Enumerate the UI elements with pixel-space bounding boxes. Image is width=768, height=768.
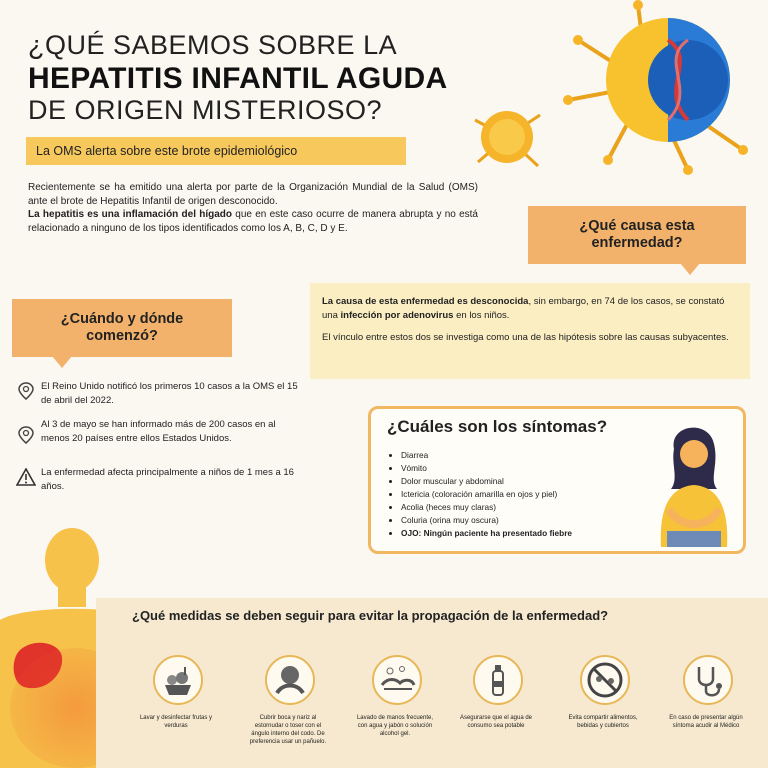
symptom-item: • Dolor muscular y abdominal (401, 475, 671, 488)
when-item-text: El Reino Unido notificó los primeros 10 casos a la OMS el 15 de abril del 2022. (41, 381, 298, 406)
location-pin-icon (18, 382, 34, 400)
title-line-3: DE ORIGEN MISTERIOSO? (28, 95, 383, 125)
symptoms-list (387, 449, 671, 540)
intro-text (28, 181, 478, 235)
cause-text-end: en los niños. (453, 310, 510, 321)
alert-banner-text: La OMS alerta sobre este brote epidemiológico (36, 144, 298, 158)
symptoms-card (368, 406, 746, 554)
symptom-item: • Ictericia (coloración amarilla en ojos y piel) (401, 488, 671, 501)
hand-wash-icon (372, 655, 422, 705)
prevention-caption: En caso de presentar algún síntoma acudir al Médico (669, 715, 743, 729)
prevention-caption: Lavar y desinfectar frutas y verduras (139, 715, 213, 729)
symptom-item: • Coluria (orina muy oscura) (401, 514, 671, 527)
when-item (14, 466, 304, 500)
cause-heading-pointer (680, 263, 700, 275)
cause-bold-2: infección por adenovirus (340, 310, 454, 321)
prevention-caption: Cubrir boca y nariz al estornudar o toser con el ángulo interno del codo. De preferencia usar un pañuelo. (249, 715, 327, 745)
cause-heading-line-1: ¿Qué causa esta (579, 218, 695, 234)
prevention-caption: Lavado de manos frecuente, con agua y jabón o solución alcohol gel. (356, 715, 434, 737)
symptom-warning: • OJO: Ningún paciente ha presentado fiebre (401, 527, 671, 540)
intro-paragraph-1: Recientemente se ha emitido una alerta por parte de la Organización Mundial de la Salud (OMS) ante el brote de Hepatitis Infantil de origen desconocido. (28, 182, 478, 207)
symptom-item: • Acolia (heces muy claras) (401, 501, 671, 514)
cause-heading-line-2: enfermedad? (591, 235, 683, 251)
wash-produce-icon (153, 655, 203, 705)
when-list (14, 380, 304, 500)
when-heading-pointer (52, 356, 72, 368)
symptoms-heading: ¿Cuáles son los síntomas? (387, 417, 608, 436)
title-line-1: ¿QUÉ SABEMOS SOBRE LA (28, 30, 398, 60)
cause-bold-1: La causa de esta enfermedad es desconocida (322, 296, 529, 307)
cause-paragraph-2: El vínculo entre estos dos se investiga como una de las hipótesis sobre las causas subyacentes. (322, 332, 729, 343)
when-item (14, 418, 304, 466)
small-virus-illustration (470, 100, 545, 175)
when-heading-line-1: ¿Cuándo y dónde (60, 311, 184, 327)
cough-elbow-icon (265, 655, 315, 705)
prevention-caption: Evita compartir alimentos, bebidas y cubiertos (568, 715, 638, 729)
prevention-heading: ¿Qué medidas se deben seguir para evitar la propagación de la enfermedad? (132, 608, 609, 623)
warning-icon (16, 468, 36, 486)
symptom-item: • Vómito (401, 462, 671, 475)
when-item-text: Al 3 de mayo se han informado más de 200 casos en al menos 20 países entre ellos Estados Unidos. (41, 419, 276, 444)
water-bottle-icon (473, 655, 523, 705)
intro-paragraph-2: que en este caso ocurre de manera abrupta y no está relacionado a ninguno de los tipos identificados como los A, B, C, D y E. (28, 209, 478, 234)
virus-illustration (548, 0, 768, 175)
cause-heading-box (528, 206, 746, 264)
cause-text-mid: , sin embargo, en 74 de los casos, se constató una (322, 296, 725, 321)
no-sharing-icon (580, 655, 630, 705)
when-item-text: La enfermedad afecta principalmente a niños de 1 mes a 16 años. (41, 467, 294, 492)
title-line-2: HEPATITIS INFANTIL AGUDA (28, 62, 448, 95)
when-item (14, 380, 304, 418)
woman-stomachache-illustration (649, 419, 739, 547)
when-heading-box (12, 299, 232, 357)
alert-banner (26, 137, 406, 165)
when-heading-line-2: comenzó? (86, 328, 158, 344)
location-pin-icon (18, 426, 34, 444)
symptom-item: • Diarrea (401, 449, 671, 462)
stethoscope-icon (683, 655, 733, 705)
cause-panel (310, 283, 750, 379)
prevention-caption: Asegurarse que el agua de consumo sea potable (459, 715, 533, 729)
intro-bold: La hepatitis es una inflamación del hígado (28, 209, 233, 220)
